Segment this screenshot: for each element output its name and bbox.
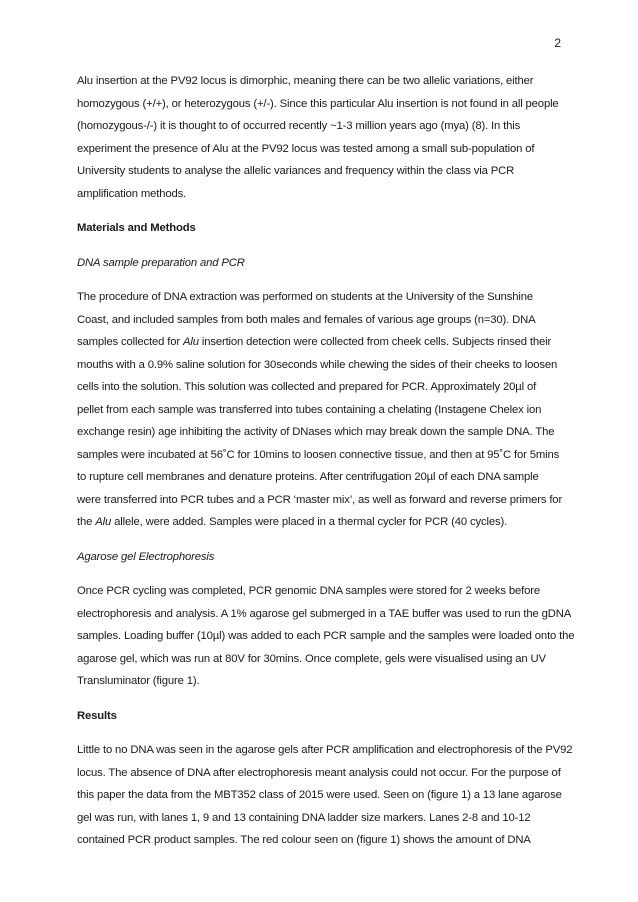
- text-line: cells into the solution. This solution was collected and prepared for PCR. Approximately 20µl of: [77, 381, 537, 393]
- italic-term: Alu: [182, 336, 199, 348]
- intro-paragraph: [77, 70, 565, 205]
- text-line: agarose gel, which was run at 80V for 30mins. Once complete, gels were visualised using an UV: [77, 652, 546, 665]
- italic-term: Alu: [95, 516, 112, 528]
- text-line: electrophoresis and analysis. A 1% agarose gel submerged in a TAE buffer was used to run the gDNA: [77, 607, 572, 620]
- text-line: Once PCR cycling was completed, PCR genomic DNA samples were stored for 2 weeks before: [77, 585, 541, 597]
- text-line: gel was run, with lanes 1, 9 and 13 containing DNA ladder size markers. Lanes 2-8 and 10-12: [77, 811, 531, 824]
- text-line: [77, 331, 565, 354]
- document-body: [77, 70, 575, 852]
- text-fragment: allele, were added. Samples were placed in a thermal cycler for PCR (40 cycles).: [111, 516, 508, 528]
- text-line: samples. Loading buffer (10µl) was added to each PCR sample and the samples were loaded onto the: [77, 630, 575, 642]
- text-line: locus. The absence of DNA after electrophoresis meant analysis could not occur. For the purpose of: [77, 766, 561, 779]
- text-line: to rupture cell membranes and denature proteins. After centrifugation 20µl of each DNA sample: [77, 471, 539, 483]
- text-line: homozygous (+/+), or heterozygous (+/-). Since this particular Alu insertion is not found in all people: [77, 97, 559, 110]
- materials-methods-heading: Materials and Methods: [77, 222, 196, 234]
- text-line: The procedure of DNA extraction was performed on students at the University of the Sunshine: [77, 291, 534, 303]
- text-line: contained PCR product samples. The red colour seen on (figure 1) shows the amount of DNA: [77, 834, 531, 846]
- text-line: University students to analyse the allelic variances and frequency within the class via PCR: [77, 165, 515, 177]
- text-line: samples were incubated at 56˚C for 10mins to loosen connective tissue, and then at 95˚C for 5mins: [77, 448, 560, 461]
- text-line: experiment the presence of Alu at the PV92 locus was tested among a small sub-population of: [77, 142, 535, 155]
- dna-sample-paragraph: [77, 286, 565, 534]
- text-line: exchange resin) age inhibiting the activity of DNases which may break down the sample DNA. The: [77, 426, 555, 438]
- text-line: were transferred into PCR tubes and a PCR ‘master mix’, as well as forward and reverse primers for: [77, 493, 563, 506]
- text-line: Alu insertion at the PV92 locus is dimorphic, meaning there can be two allelic variations, either: [77, 75, 534, 87]
- text-line: [77, 511, 565, 534]
- page-number: 2: [554, 36, 561, 50]
- text-line: pellet from each sample was transferred into tubes containing a chelating (Instagene Chelex ion: [77, 403, 542, 416]
- results-paragraph: [77, 739, 573, 852]
- agarose-paragraph: [77, 580, 575, 693]
- text-line: Little to no DNA was seen in the agarose gels after PCR amplification and electrophoresis of the PV92: [77, 744, 573, 756]
- text-line: amplification methods.: [77, 187, 187, 200]
- dna-sample-subheading: DNA sample preparation and PCR: [77, 256, 245, 269]
- text-line: mouths with a 0.9% saline solution for 30seconds while chewing the sides of their cheeks to loosen: [77, 358, 558, 371]
- text-line: Transluminator (figure 1).: [77, 675, 200, 687]
- text-line: (homozygous-/-) it is thought to of occurred recently ~1-3 million years ago (mya) (8). In this: [77, 120, 521, 132]
- text-fragment: the: [77, 516, 96, 528]
- text-fragment: samples collected for: [77, 336, 183, 348]
- text-line: Coast, and included samples from both males and females of various age groups (n=30). DNA: [77, 313, 536, 326]
- text-fragment: insertion detection were collected from cheek cells. Subjects rinsed their: [198, 336, 552, 348]
- agarose-subheading: Agarose gel Electrophoresis: [77, 550, 215, 563]
- text-line: this paper the data from the MBT352 class of 2015 were used. Seen on (figure 1) a 13 lane agarose: [77, 789, 562, 801]
- results-heading: Results: [77, 709, 117, 722]
